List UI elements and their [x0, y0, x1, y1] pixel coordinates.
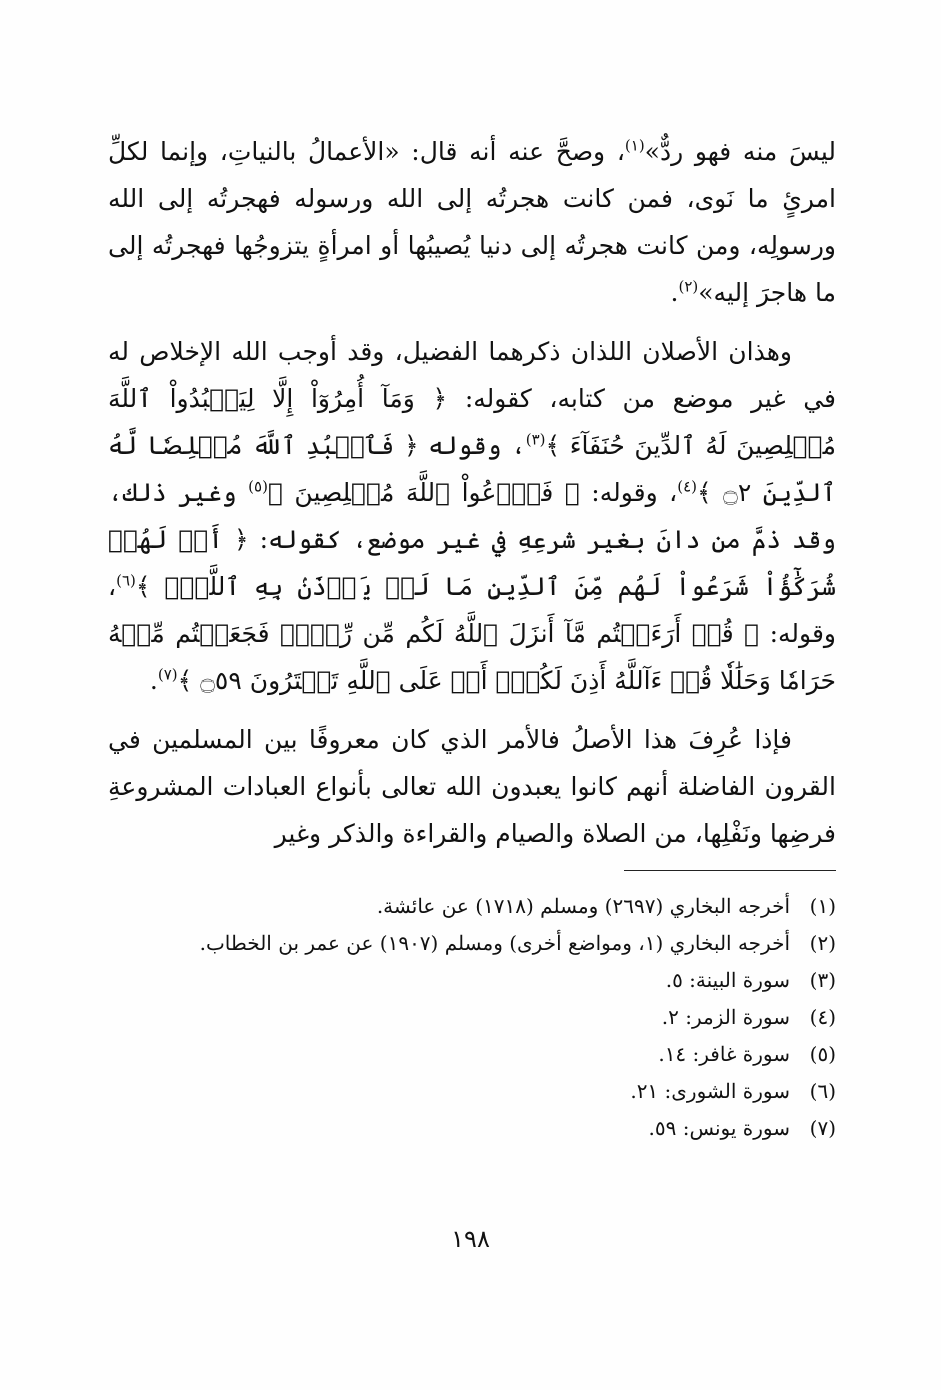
text-run: . [670, 278, 679, 307]
footnotes [108, 888, 836, 1147]
paragraph [108, 128, 836, 316]
footnote-number: (٣) [809, 968, 836, 992]
footnote-text: سورة الزمر: ٢. [661, 1005, 790, 1029]
footnote-ref: (١) [624, 136, 645, 155]
text-run: ليسَ منه فهو ردٌّ» [644, 137, 836, 166]
footnote [108, 1036, 836, 1073]
text-run: وغير ذلك، وقد ذمَّ من دانَ بغير شرعِهِ في غير موضع، كقوله: [108, 478, 836, 554]
footnote [108, 888, 836, 925]
paragraph [108, 716, 836, 857]
footnote-ref: (٢) [678, 277, 699, 296]
footnote-number: (٥) [809, 1042, 836, 1066]
text-run: فإذا عُرِفَ هذا الأصلُ فالأمر الذي كان معروفًا بين المسلمين في القرون الفاضلة أنهم كانوا يعبدون الله تعالى بأنواع العبادات المشروعةِ فرضِها ونَفْلِها، من الصلاة والصيام والقراءة والذكر وغير [108, 725, 836, 848]
text-run: . [149, 666, 158, 695]
footnote [108, 999, 836, 1036]
footnote-number: (٦) [809, 1079, 836, 1103]
text-run: ، وقوله: [579, 478, 678, 507]
footnote-number: (١) [809, 894, 836, 918]
text-run: ، وقوله [418, 431, 526, 460]
footnote [108, 962, 836, 999]
footnote-ref: (٧) [157, 665, 178, 684]
footnote-ref: (٤) [677, 477, 698, 496]
quran-verse: ﴿ قُلۡ أَرَءَيۡتُم مَّآ أَنزَلَ ٱللَّهُ لَكُم مِّن رِّزۡقٖ فَجَعَلۡتُم مِّنۡهُ حَرَامٗا وَحَلَٰلٗا قُلۡ ءَآللَّهُ أَذِنَ لَكُمۡۖ أَمۡ عَلَى ٱللَّهِ تَفۡتَرُونَ ۝٥٩ ﴾ [108, 619, 836, 695]
footnote-text: سورة غافر: ١٤. [658, 1042, 790, 1066]
footnote-text: سورة البينة: ٥. [665, 968, 790, 992]
paragraph [108, 328, 836, 704]
footnote-number: (٤) [809, 1005, 836, 1029]
footnote-text: أخرجه البخاري (٢٦٩٧) ومسلم (١٧١٨) عن عائشة. [376, 894, 790, 918]
quran-verse: ﴿ وَمَآ أُمِرُوٓاْ إِلَّا لِيَعۡبُدُواْ ٱللَّهَ مُخۡلِصِينَ لَهُ ٱلدِّينَ حُنَفَآءَ ﴾ [108, 384, 837, 460]
footnote [108, 1110, 836, 1147]
text-run: وهذان الأصلان اللذان ذكرهما الفضيل، وقد أوجب الله الإخلاص له في غير موضع من كتابه، كقوله: [108, 337, 836, 413]
footnote-ref: (٥) [248, 477, 268, 496]
footnote-ref: (٦) [116, 571, 136, 590]
footnote [108, 925, 836, 962]
text-run: ، وقوله: [108, 572, 836, 648]
footnote-divider [624, 870, 836, 871]
footnote-number: (٧) [809, 1116, 836, 1140]
quran-verse: ﴿ فَٱعۡبُدِ ٱللَّهَ مُخۡلِصٗا لَّهُ ٱلدِّينَ ۝٢ ﴾ [108, 431, 836, 507]
footnote-ref: (٣) [525, 430, 546, 449]
quran-verse: ﴿ أَمۡ لَهُمۡ شُرَكَٰٓؤُاْ شَرَعُواْ لَهُم مِّنَ ٱلدِّينِ مَا لَمۡ يَأۡذَنۢ بِهِ ٱللَّهُۚ ﴾ [108, 525, 836, 601]
footnote [108, 1073, 836, 1110]
text-run: ، وصحَّ عنه أنه قال: «الأعمالُ بالنياتِ، وإنما لكلِّ امرئٍ ما نَوى، فمن كانت هجرتُه إلى الله ورسوله فهجرتُه إلى الله ورسولِه، ومن كانت هجرتُه إلى دنيا يُصيبُها أو امرأةٍ يتزوجُها فهجرتُه إلى ما هاجرَ إليه» [108, 137, 836, 307]
quran-verse: ﴿ فَٱدۡعُواْ ٱللَّهَ مُخۡلِصِينَ ﴾ [267, 478, 580, 507]
footnote-text: سورة الشورى: ٢١. [630, 1079, 790, 1103]
footnote-number: (٢) [809, 931, 836, 955]
page-number: ١٩٨ [451, 1225, 490, 1253]
main-text [108, 128, 836, 857]
footnote-text: سورة يونس: ٥٩. [648, 1116, 790, 1140]
footnote-text: أخرجه البخاري (١، ومواضع أخرى) ومسلم (١٩٠٧) عن عمر بن الخطاب. [199, 931, 790, 955]
